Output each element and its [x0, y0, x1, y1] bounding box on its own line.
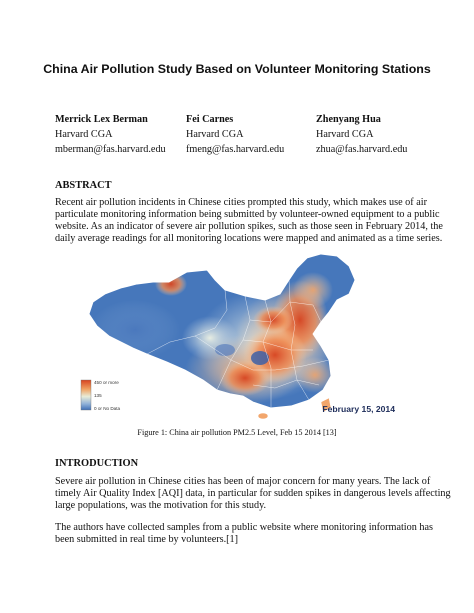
author-email: fmeng@fas.harvard.edu: [186, 144, 285, 155]
author-name: Merrick Lex Berman: [55, 114, 148, 125]
author-email: mberman@fas.harvard.edu: [55, 144, 166, 155]
author-name: Zhenyang Hua: [316, 114, 381, 125]
china-pm25-map: [75, 250, 401, 420]
abstract-line: website. As an indicator of severe air pollution spikes, such as those seen in February 2014, the: [55, 221, 443, 232]
figure-caption: Figure 1: China air pollution PM2.5 Level, Feb 15 2014 [13]: [137, 428, 337, 437]
paper-title: China Air Pollution Study Based on Volunteer Monitoring Stations: [43, 62, 431, 76]
author-block: [186, 112, 284, 157]
author-block: [316, 112, 407, 157]
author-name: Fei Carnes: [186, 114, 234, 125]
intro-line: The authors have collected samples from a public website where monitoring information has: [55, 522, 433, 533]
intro-line: large populations, was the motivation for this study.: [55, 500, 267, 511]
map-date-label: February 15, 2014: [322, 404, 395, 414]
legend-label-high: 450 or more: [94, 380, 119, 385]
introduction-heading: INTRODUCTION: [55, 458, 139, 469]
hainan-shape: [258, 413, 268, 419]
author-email: zhua@fas.harvard.edu: [316, 144, 408, 155]
abstract-heading: ABSTRACT: [55, 180, 112, 191]
intro-line: Severe air pollution in Chinese cities has been of major concern for many years. The lack of: [55, 476, 431, 487]
legend-colorbar: [81, 380, 91, 410]
abstract-paragraph: [55, 197, 443, 245]
pollution-map-figure: [75, 250, 401, 420]
legend-label-mid: 135: [94, 393, 102, 398]
author-affiliation: Harvard CGA: [55, 129, 113, 140]
intro-paragraph-2: [55, 522, 433, 546]
intro-paragraph-1: [55, 476, 451, 512]
intro-line: timely Air Quality Index [AQI] data, in particular for sudden spikes in dangerous levels affecting: [55, 488, 451, 499]
abstract-line: daily average readings for all monitoring locations were mapped and animated as a time series.: [55, 233, 443, 244]
author-affiliation: Harvard CGA: [316, 129, 374, 140]
legend-label-low: 0 or No Data: [94, 406, 121, 411]
author-affiliation: Harvard CGA: [186, 129, 244, 140]
author-block: [55, 112, 166, 157]
abstract-line: particulate monitoring information being submitted by volunteer-owned equipment to a public: [55, 209, 440, 220]
abstract-line: Recent air pollution incidents in Chinese cities prompted this study, which makes use of air: [55, 197, 427, 208]
map-fill: [75, 250, 401, 420]
map-legend: [81, 380, 120, 411]
intro-line: been submitted in real time by volunteers.[1]: [55, 534, 239, 545]
